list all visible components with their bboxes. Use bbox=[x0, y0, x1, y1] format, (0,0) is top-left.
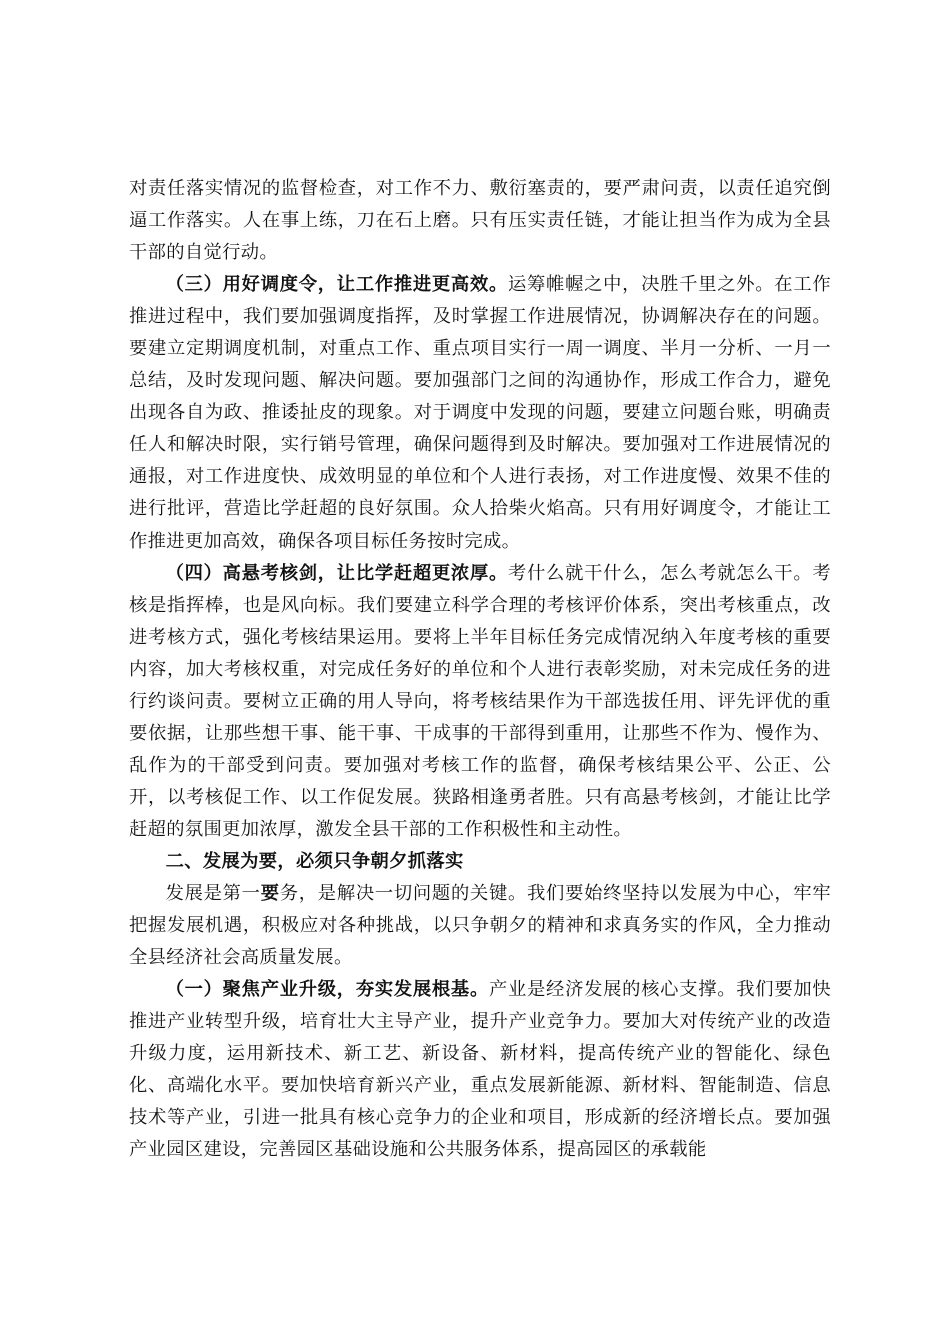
paragraph-text: 考什么就干什么，怎么考就怎么干。考核是指挥棒，也是风向标。我们要建立科学合理的考核评价体系，突出考核重点，改进考核方式，强化考核结果运用。要将上半年目标任务完成情况纳入年度考核的重要内容，加大考核权重，对完成任务好的单位和个人进行表彰奖励，对未完成任务的进行约谈问责。要树立正确的用人导向，将考核结果作为干部选拔任用、评先评优的重要依据，让那些想干事、能干事、干成事的干部得到重用，让那些不作为、慢作为、乱作为的干部受到问责。要加强对考核工作的监督，确保考核结果公平、公正、公开，以考核促工作、以工作促发展。狭路相逢勇者胜。只有高悬考核剑，才能让比学赶超的氛围更加浓厚，激发全县干部的工作积极性和主动性。 bbox=[129, 562, 831, 840]
paragraph-text: 对责任落实情况的监督检查，对工作不力、敷衍塞责的，要严肃问责，以责任追究倒逼工作落实。人在事上练，刀在石上磨。只有压实责任链，才能让担当作为成为全县干部的自觉行动。 bbox=[129, 178, 831, 264]
bold-character: 要 bbox=[260, 883, 280, 905]
subheading-one: （一）聚焦产业升级，夯实发展根基。 bbox=[165, 979, 489, 1001]
paragraph-text: 运筹帷幄之中，决胜千里之外。在工作推进过程中，我们要加强调度指挥，及时掌握工作进展情况，协调解决存在的问题。要建立定期调度机制，对重点工作、重点项目实行一周一调度、半月一分析、一月一总结，及时发现问题、解决问题。要加强部门之间的沟通协作，形成工作合力，避免出现各自为政、推诿扯皮的现象。对于调度中发现的问题，要建立问题台账，明确责任人和解决时限，实行销号管理，确保问题得到及时解决。要加强对工作进展情况的通报，对工作进度快、成效明显的单位和个人进行表扬，对工作进度慢、效果不佳的进行批评，营造比学赶超的良好氛围。众人拾柴火焰高。只有用好调度令，才能让工作推进更加高效，确保各项目标任务按时完成。 bbox=[129, 274, 831, 552]
section-heading: 二、发展为要，必须只争朝夕抓落实 bbox=[165, 850, 464, 872]
paragraph-text: 务，是解决一切问题的关键。我们要始终坚持以发展为中心，牢牢把握发展机遇，积极应对各种挑战，以只争朝夕的精神和求真务实的作风，全力推动全县经济社会高质量发展。 bbox=[129, 883, 832, 969]
paragraph-four bbox=[129, 558, 831, 846]
paragraph-three bbox=[129, 269, 831, 557]
paragraph-one bbox=[129, 974, 831, 1166]
subheading-four: （四）高悬考核剑，让比学赶超更浓厚。 bbox=[165, 562, 508, 584]
paragraph-section-intro bbox=[129, 878, 831, 974]
body-text bbox=[129, 173, 831, 1166]
paragraph-text: 产业是经济发展的核心支撑。我们要加快推进产业转型升级，培育壮大主导产业，提升产业竞争力。要加大对传统产业的改造升级力度，运用新技术、新工艺、新设备、新材料，提高传统产业的智能化、绿色化、高端化水平。要加快培育新兴产业，重点发展新能源、新材料、智能制造、信息技术等产业，引进一批具有核心竞争力的企业和项目，形成新的经济增长点。要加强产业园区建设，完善园区基础设施和公共服务体系，提高园区的承载能 bbox=[129, 979, 831, 1161]
subheading-three: （三）用好调度令，让工作推进更高效。 bbox=[165, 274, 508, 296]
paragraph-text: 发展是第一 bbox=[165, 883, 261, 905]
paragraph-continuation bbox=[129, 173, 831, 269]
